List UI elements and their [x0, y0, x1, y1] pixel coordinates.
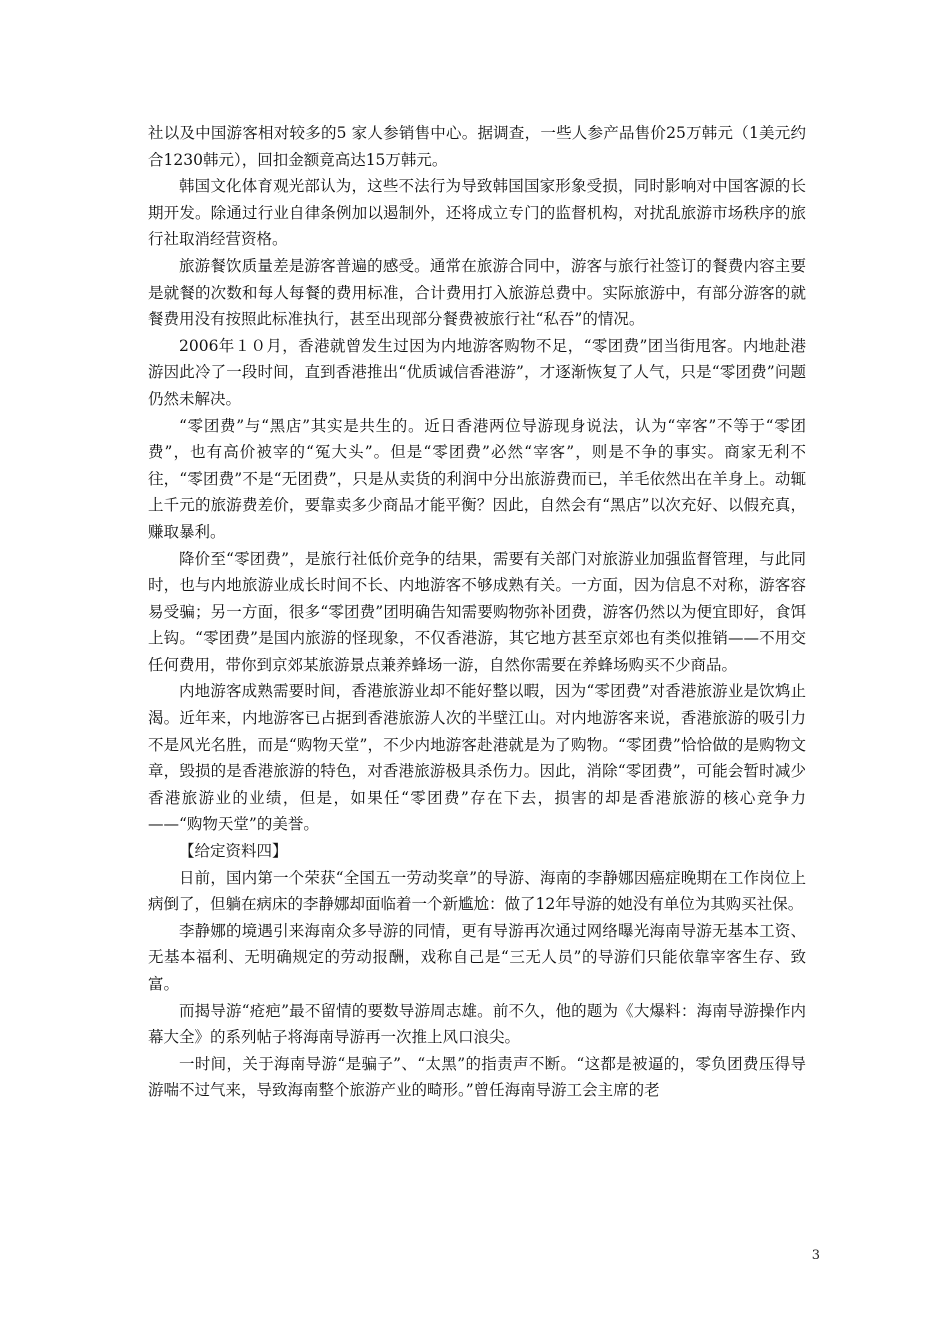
paragraph-9: 李静娜的境遇引来海南众多导游的同情，更有导游再次通过网络曝光海南导游无基本工资、无基本福利、无明确规定的劳动报酬，戏称自己是“三无人员”的导游们只能依靠宰客生存、致富。 [148, 921, 806, 993]
paragraph-3: 旅游餐饮质量差是游客普遍的感受。通常在旅游合同中，游客与旅行社签订的餐费内容主要是就餐的次数和每人每餐的费用标准，合计费用打入旅游总费中。实际旅游中，有部分游客的就餐费用没有按照此标准执行，甚至出现部分餐费被旅行社“私吞”的情况。 [148, 256, 806, 329]
document-body [148, 120, 806, 1104]
paragraph-2: 韩国文化体育观光部认为，这些不法行为导致韩国国家形象受损，同时影响对中国客源的长期开发。除通过行业自律条例加以遏制外，还将成立专门的监督机构，对扰乱旅游市场秩序的旅行社取消经营资格。 [148, 177, 806, 249]
paragraph-4: 2006年１０月，香港就曾发生过因为内地游客购物不足，“零团费”团当街甩客。内地赴港游因此冷了一段时间，直到香港推出“优质诚信香港游”，才逐渐恢复了人气，只是“零团费”问题仍然未解决。 [148, 336, 806, 408]
paragraph-11: 一时间，关于海南导游“是骗子”、“太黑”的指责声不断。“这都是被逼的，零负团费压得导游喘不过气来，导致海南整个旅游产业的畸形。”曾任海南导游工会主席的老 [148, 1054, 806, 1100]
paragraph-6: 降价至“零团费”，是旅行社低价竞争的结果，需要有关部门对旅游业加强监督管理，与此同时，也与内地旅游业成长时间不长、内地游客不够成熟有关。一方面，因为信息不对称，游客容易受骗；另一方面，很多“零团费”团明确告知需要购物弥补团费，游客仍然以为便宜即好，食饵上钩。“零团费”是国内旅游的怪现象，不仅香港游，其它地方甚至京郊也有类似推销——不用交任何费用，带你到京郊某旅游景点兼养蜂场一游，自然你需要在养蜂场购买不少商品。 [148, 549, 806, 674]
paragraph-1: 社以及中国游客相对较多的5 家人参销售中心。据调查，一些人参产品售价25万韩元（1美元约合1230韩元），回扣金额竟高达15万韩元。 [148, 124, 806, 169]
paragraph-10: 而揭导游“疮疤”最不留情的要数导游周志雄。前不久，他的题为《大爆料：海南导游操作内幕大全》的系列帖子将海南导游再一次推上风口浪尖。 [148, 1001, 806, 1047]
paragraph-7: 内地游客成熟需要时间，香港旅游业却不能好整以暇，因为“零团费”对香港旅游业是饮鸩止渴。近年来，内地游客已占据到香港旅游人次的半壁江山。对内地游客来说，香港旅游的吸引力不是风光名胜，而是“购物天堂”，不少内地游客赴港就是为了购物。“零团费”恰恰做的是购物文章，毁损的是香港旅游的特色，对香港旅游极具杀伤力。因此，消除“零团费”，可能会暂时减少香港旅游业的业绩，但是，如果任“零团费”存在下去，损害的却是香港旅游的核心竞争力——“购物天堂”的美誉。 [148, 682, 806, 834]
page-number: 3 [811, 1248, 820, 1263]
paragraph-5: “零团费”与“黑店”其实是共生的。近日香港两位导游现身说法，认为“宰客”不等于“零团费”，也有高价被宰的“冤大头”。但是“零团费”必然“宰客”，则是不争的事实。商家无利不往，“零团费”不是“无团费”，只是从卖货的利润中分出旅游费而已，羊毛依然出在羊身上。动辄上千元的旅游费差价，要靠卖多少商品才能平衡？因此，自然会有“黑店”以次充好、以假充真，赚取暴利。 [148, 416, 806, 541]
paragraph-8: 日前，国内第一个荣获“全国五一劳动奖章”的导游、海南的李静娜因癌症晚期在工作岗位上病倒了，但躺在病床的李静娜却面临着一个新尴尬：做了12年导游的她没有单位为其购买社保。 [148, 868, 806, 914]
section-heading-material-four: 【给定资料四】 [179, 842, 288, 861]
